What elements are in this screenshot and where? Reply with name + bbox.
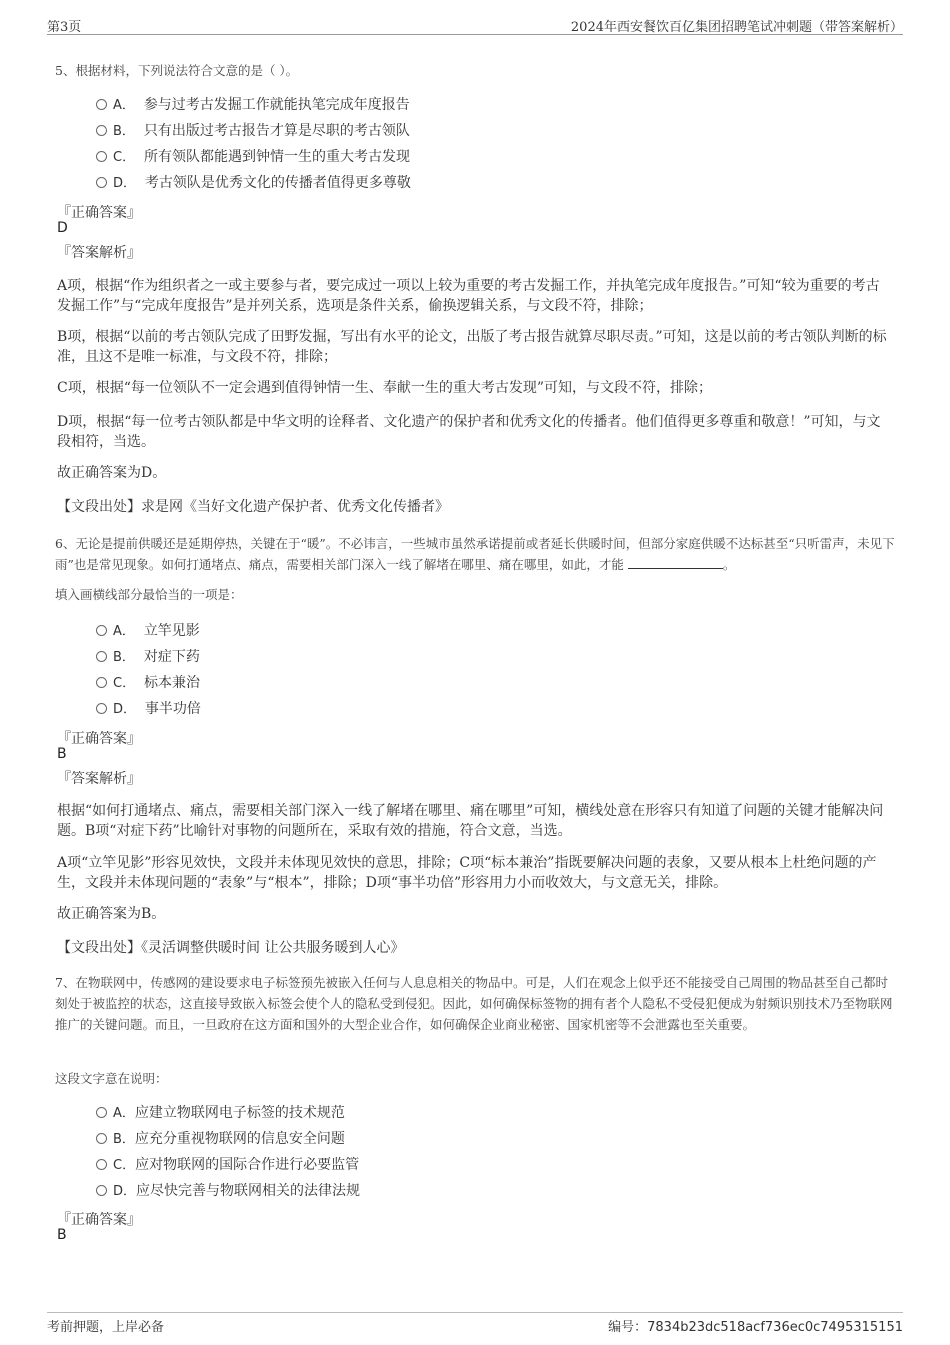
q6-option-d[interactable]: D． 事半功倍 [96,698,201,720]
footer-serial: 编号：7834b23dc518acf736ec0c7495315151 [608,1320,903,1335]
q6-prompt: 填入画横线部分最恰当的一项是： [55,587,243,602]
q6-conclusion: 故正确答案为B。 [57,906,166,922]
radio-icon[interactable] [96,151,107,162]
q7-stem: 7、在物联网中，传感网的建设要求电子标签预先被嵌入任何与人息息相关的物品中。可是，人们在观念上似乎还不能接受自己周围的物品甚至自己都时刻处于被监控的状态，这直接导致嵌入标签会使个人的隐私受到侵犯。因此，如何确保标签物的拥有者个人隐私不受侵犯便成为射频识别技术乃至物联网推广的关键问题。而且，一旦政府在这方面和国外的大型企业合作，如何确保企业商业秘密、国家机密等不会泄露也至关重要。 [55,975,893,1032]
q6-option-a[interactable]: A． 立竿见影 [96,620,200,642]
radio-icon[interactable] [96,1159,107,1170]
q7-option-c[interactable]: C．应对物联网的国际合作进行必要监管 [96,1154,359,1176]
radio-icon[interactable] [96,651,107,662]
radio-icon[interactable] [96,677,107,688]
q5-analysis-a: A项，根据“作为组织者之一或主要参与者，要完成过一项以上较为重要的考古发掘工作，并执笔完成年度报告。”可知“较为重要的考古发掘工作”与“完成年度报告”是并列关系，选项是条件关系，偷换逻辑关系，与文段不符，排除； [57,278,880,314]
q6-answer: B [57,746,67,762]
page-footer [47,1312,903,1337]
q7-prompt: 这段文字意在说明： [55,1071,168,1086]
q5-analysis-b: B项，根据“以前的考古领队完成了田野发掘，写出有水平的论文，出版了考古报告就算尽职尽责。”可知，这是以前的考古领队判断的标准，且这不是唯一标准，与文段不符，排除； [57,329,887,365]
q5-option-b[interactable]: B． 只有出版过考古报告才算是尽职的考古领队 [96,120,410,142]
q5-conclusion: 故正确答案为D。 [57,465,167,481]
q5-correct-answer-label: 『正确答案』 [57,205,141,221]
q5-option-d[interactable]: D． 考古领队是优秀文化的传播者值得更多尊敬 [96,172,411,194]
q5-analysis-c: C项，根据“每一位领队不一定会遇到值得钟情一生、奉献一生的重大考古发现”可知，与文段不符，排除； [57,380,713,396]
q6-stem: 6、无论是提前供暖还是延期停热，关键在于“暖”。不必讳言，一些城市虽然承诺提前或者延长供暖时间，但部分家庭供暖不达标甚至“只听雷声，未见下雨”也是常见现象。如何打通堵点、痛点，需要相关部门深入一线了解堵在哪里、痛在哪里，如此，才能 。 [55,536,895,572]
q5-answer: D [57,220,68,236]
radio-icon[interactable] [96,703,107,714]
radio-icon[interactable] [96,125,107,136]
q7-option-a[interactable]: A．应建立物联网电子标签的技术规范 [96,1102,345,1124]
q6-option-c[interactable]: C． 标本兼治 [96,672,200,694]
document-title: 2024年西安餐饮百亿集团招聘笔试冲刺题（带答案解析） [570,20,903,35]
q6-analysis-label: 『答案解析』 [57,771,141,787]
q5-stem: 5、根据材料，下列说法符合文意的是（ ）。 [55,63,299,78]
q5-analysis-label: 『答案解析』 [57,245,141,261]
q6-option-b[interactable]: B． 对症下药 [96,646,200,668]
radio-icon[interactable] [96,177,107,188]
q6-analysis-main: 根据“如何打通堵点、痛点，需要相关部门深入一线了解堵在哪里、痛在哪里”可知，横线处意在形容只有知道了问题的关键才能解决问题。B项“对症下药”比喻针对事物的问题所在，采取有效的措施，符合文意，当选。 [57,803,884,839]
q6-correct-answer-label: 『正确答案』 [57,731,141,747]
q6-analysis-others: A项“立竿见影”形容见效快，文段并未体现见效快的意思，排除；C项“标本兼治”指既要解决问题的表象，又要从根本上杜绝问题的产生，文段并未体现问题的“表象”与“根本”，排除；D项“事半功倍”形容用力小而收效大，与文意无关，排除。 [57,855,877,891]
fill-blank [628,556,723,569]
radio-icon[interactable] [96,1185,107,1196]
footer-slogan: 考前押题，上岸必备 [47,1320,165,1335]
q5-option-a[interactable]: A． 参与过考古发掘工作就能执笔完成年度报告 [96,94,410,116]
radio-icon[interactable] [96,1107,107,1118]
radio-icon[interactable] [96,99,107,110]
q5-analysis-d: D项，根据“每一位考古领队都是中华文明的诠释者、文化遗产的保护者和优秀文化的传播者。他们值得更多尊重和敬意！”可知，与文段相符，当选。 [57,414,881,450]
q5-option-c[interactable]: C． 所有领队都能遇到钟情一生的重大考古发现 [96,146,410,168]
q7-correct-answer-label: 『正确答案』 [57,1212,141,1228]
q7-option-d[interactable]: D．应尽快完善与物联网相关的法律法规 [96,1180,360,1202]
q5-source: 【文段出处】求是网《当好文化遗产保护者、优秀文化传播者》 [57,499,449,515]
page-header [47,14,903,35]
q7-answer: B [57,1227,67,1243]
q7-option-b[interactable]: B．应充分重视物联网的信息安全问题 [96,1128,345,1150]
q6-source: 【文段出处】《灵活调整供暖时间 让公共服务暖到人心》 [57,940,405,956]
radio-icon[interactable] [96,625,107,636]
radio-icon[interactable] [96,1133,107,1144]
page-number: 第3页 [47,20,82,35]
